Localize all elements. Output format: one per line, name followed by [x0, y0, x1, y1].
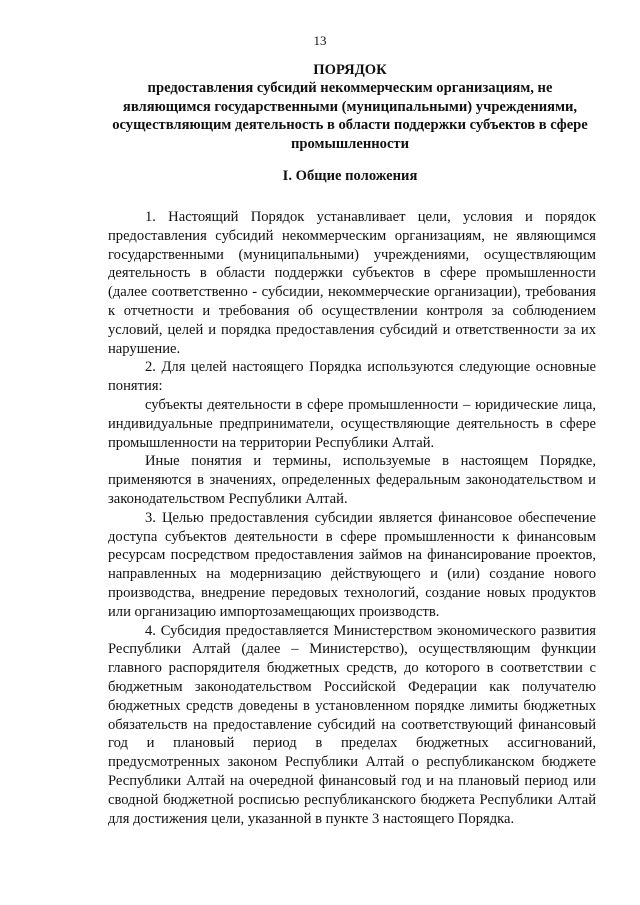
paragraph-5: 3. Целью предоставления субсидии является финансовое обеспечение доступа субъектов деятельности в сфере промышленности к финансовым ресурсам посредством предоставления займов на финансирование проектов, направленных на модернизацию действующего и (или) создание нового производства, внедрение передовых технологий, создание новых продуктов или организацию импортозамещающих производств.	[108, 509, 596, 620]
paragraph-6: 4. Субсидия предоставляется Министерством экономического развития Республики Алтай (далее – Министерство), осуществляющим функции главного распорядителя бюджетных средств, до которого в соответствии с бюджетным законодательством Российской Федерации как получателю бюджетных средств доведены в установленном порядке лимиты бюджетных обязательств на предоставление субсидий на соответствующий финансовый год и плановый период в пределах бюджетных ассигнований, предусмотренных законом Республики Алтай о республиканском бюджете Республики Алтай на очередной финансовый год и на плановый период или сводной бюджетной росписью республиканского бюджета Республики Алтай для достижения цели, указанной в пункте 3 настоящего Порядка.	[108, 622, 596, 827]
body-text	[108, 208, 596, 828]
document-title: ПОРЯДОК	[313, 62, 387, 78]
paragraph-4: Иные понятия и термины, используемые в настоящем Порядке, применяются в значениях, определенных федеральным законодательством и законодательством Республики Алтай.	[108, 453, 596, 507]
page-number: 13	[313, 33, 327, 48]
paragraph-1: 1. Настоящий Порядок устанавливает цели, условия и порядок предоставления субсидий некоммерческим организациям, не являющимся государственными (муниципальными) учреждениями, осуществляющим деятельность в области поддержки субъектов в сфере промышленности (далее соответственно - субсидии, некоммерческие организации), требования к отчетности и требования об осуществлении контроля за соблюдением условий, целей и порядка предоставления субсидий и ответственности за их нарушение.	[108, 209, 596, 357]
paragraph-3: субъекты деятельности в сфере промышленности – юридические лица, индивидуальные предприниматели, осуществляющие деятельность в сфере промышленности на территории Республики Алтай.	[108, 396, 596, 451]
document-subtitle: предоставления субсидий некоммерческим организациям, не являющимся государственными (муниципальными) учреждениями, осуществляющим деятельность в области поддержки субъектов в сфере промышленности	[112, 80, 588, 152]
section-heading: I. Общие положения	[282, 168, 418, 184]
paragraph-2: 2. Для целей настоящего Порядка используются следующие основные понятия:	[108, 359, 596, 395]
